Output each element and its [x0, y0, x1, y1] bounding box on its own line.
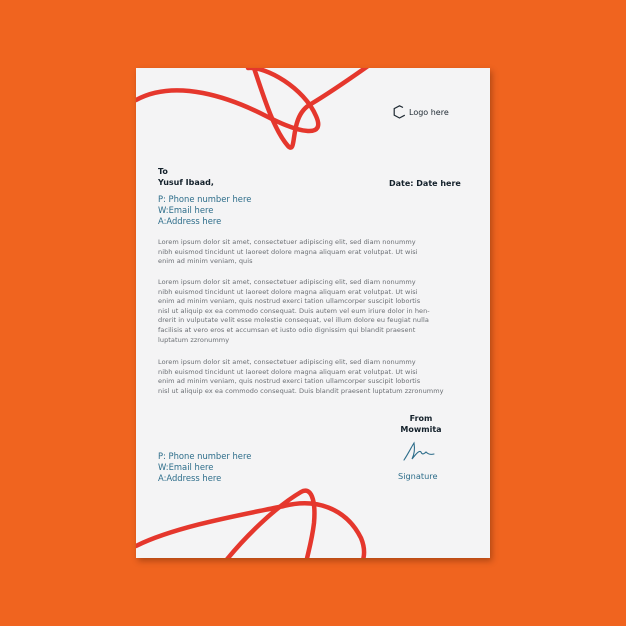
body-paragraph-3: Lorem ipsum dolor sit amet, consectetuer adipiscing elit, sed diam nonummy nibh euismod tincidunt ut laoreet dolore magna aliquam erat volutpat. Ut wisi enim ad minim veniam, quis nostrud exerci tation ullamcorper suscipit lobortis nisl ut aliquip ex ea commodo consequat. Duis blandit praesent luptatum zzronummy: [158, 358, 444, 395]
signature-label: Signature: [398, 471, 438, 481]
bottom-wave-stroke-2: [224, 491, 314, 558]
to-label: To: [158, 167, 168, 176]
contact-info-bottom: [158, 451, 251, 484]
recipient-block: [158, 166, 214, 188]
date-line: Date: Date here: [389, 179, 461, 188]
contact-info-top: [158, 194, 251, 227]
company-logo: [393, 105, 449, 119]
sender-block: [392, 413, 450, 435]
from-label: From: [409, 414, 433, 423]
body-paragraph-2: Lorem ipsum dolor sit amet, consectetuer adipiscing elit, sed diam nonummy nibh euismod tincidunt ut laoreet dolore magna aliquam erat volutpat. Ut wisi enim ad minim veniam, quis nostrud exerci tation ullamcorper suscipit lobortis nisl ut aliquip ex ea commodo consequat. Duis autem vel eum iriure dolor in hen- drerit in vulputate velit esse molestie consequat, vel illum dolore eu feugiat nulla facilisis at vero eros et accumsan et iusto odio dignissim qui blandit praesent luptatum zzronummy: [158, 278, 430, 344]
address-line: A:Address here: [158, 473, 222, 483]
signature-scribble: [402, 440, 438, 464]
sender-name: Mowmita: [400, 425, 442, 434]
body-paragraph-1: Lorem ipsum dolor sit amet, consectetuer adipiscing elit, sed diam nonummy nibh euismod tincidunt ut laoreet dolore magna aliquam erat volutpat. Ut wisi enim ad minim veniam, quis: [158, 238, 418, 266]
logo-text: Logo here: [409, 107, 449, 117]
recipient-name: Yusuf Ibaad,: [158, 178, 214, 187]
address-line: A:Address here: [158, 216, 222, 226]
top-wave-stroke: [136, 68, 318, 131]
phone-line: P: Phone number here: [158, 451, 252, 461]
letterhead-page: [136, 68, 490, 558]
phone-line: P: Phone number here: [158, 194, 252, 204]
email-line: W:Email here: [158, 462, 214, 472]
email-line: W:Email here: [158, 205, 214, 215]
hexagon-outline-icon: [393, 105, 406, 119]
